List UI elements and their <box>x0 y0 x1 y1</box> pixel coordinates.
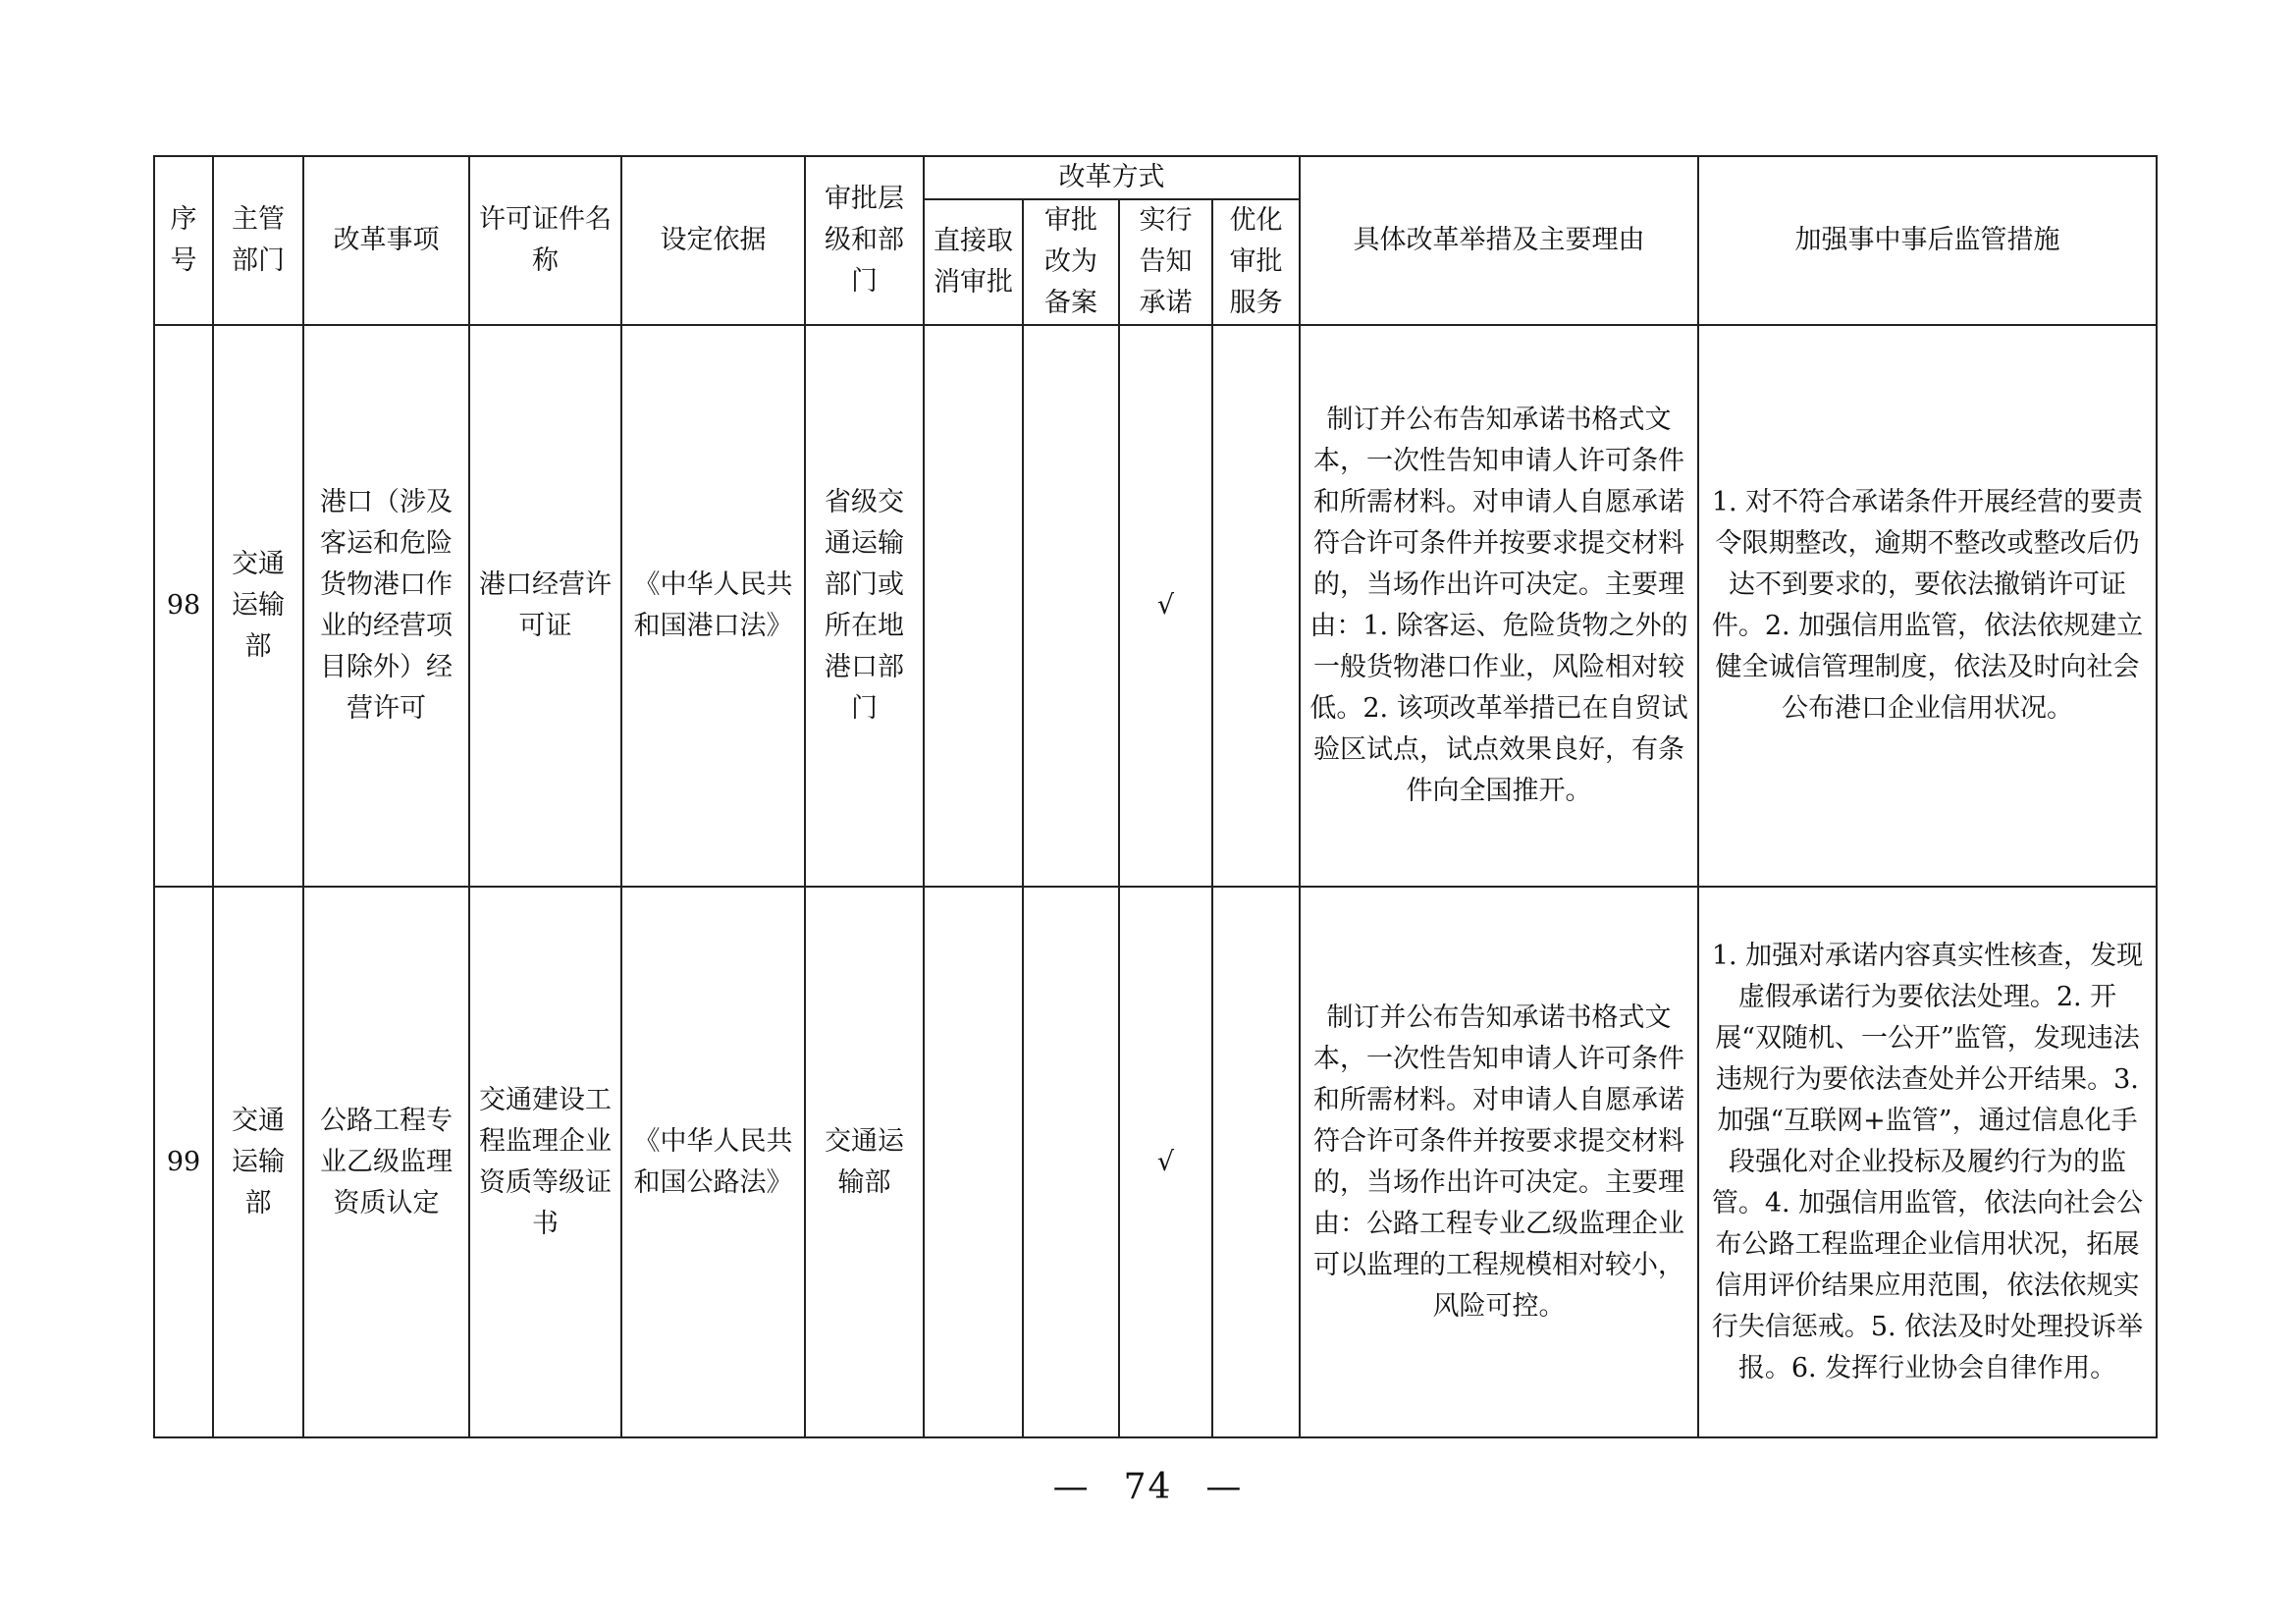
row-basis: 《中华人民共和国港口法》 <box>621 325 805 887</box>
footer-dash-left: — <box>1052 1467 1091 1507</box>
header-item: 改革事项 <box>303 156 469 325</box>
header-mode-promise: 实行告知承诺 <box>1119 199 1212 325</box>
row-seq: 99 <box>154 887 213 1437</box>
row-dept: 交通运输部 <box>213 887 303 1437</box>
row-license: 港口经营许可证 <box>469 325 621 887</box>
header-level: 审批层级和部门 <box>805 156 924 325</box>
header-seq: 序号 <box>154 156 213 325</box>
row-mode-cancel <box>924 887 1023 1437</box>
row-mode-optimize <box>1212 887 1300 1437</box>
row-license: 交通建设工程监理企业资质等级证书 <box>469 887 621 1437</box>
row-measures: 制订并公布告知承诺书格式文本，一次性告知申请人许可条件和所需材料。对申请人自愿承诺符合许可条件并按要求提交材料的，当场作出许可决定。主要理由：1. 除客运、危险货物之外的一般货物港口作业，风险相对较低。2. 该项改革举措已在自贸试验区试点，试点效果良好，有条件向全国推开。 <box>1300 325 1698 887</box>
row-measures: 制订并公布告知承诺书格式文本，一次性告知申请人许可条件和所需材料。对申请人自愿承诺符合许可条件并按要求提交材料的，当场作出许可决定。主要理由：公路工程专业乙级监理企业可以监理的工程规模相对较小，风险可控。 <box>1300 887 1698 1437</box>
row-supervision: 1. 对不符合承诺条件开展经营的要责令限期整改，逾期不整改或整改后仍达不到要求的，要依法撤销许可证件。2. 加强信用监管，依法依规建立健全诚信管理制度，依法及时向社会公布港口企业信用状况。 <box>1698 325 2157 887</box>
header-supervision: 加强事中事后监管措施 <box>1698 156 2157 325</box>
header-mode-record: 审批改为备案 <box>1023 199 1119 325</box>
row-mode-optimize <box>1212 325 1300 887</box>
row-mode-promise: √ <box>1119 325 1212 887</box>
page-footer <box>0 1467 2296 1507</box>
table-row <box>154 325 2157 887</box>
footer-dash-right: — <box>1205 1467 1244 1507</box>
row-mode-record <box>1023 887 1119 1437</box>
row-item: 港口（涉及客运和危险货物港口作业的经营项目除外）经营许可 <box>303 325 469 887</box>
row-item: 公路工程专业乙级监理资质认定 <box>303 887 469 1437</box>
row-mode-promise: √ <box>1119 887 1212 1437</box>
row-level: 交通运输部 <box>805 887 924 1437</box>
table-row <box>154 887 2157 1437</box>
header-reform-mode: 改革方式 <box>924 156 1300 199</box>
header-mode-cancel: 直接取消审批 <box>924 199 1023 325</box>
page-number: 74 <box>1123 1467 1173 1507</box>
row-supervision: 1. 加强对承诺内容真实性核查，发现虚假承诺行为要依法处理。2. 开展“双随机、一公开”监管，发现违法违规行为要依法查处并公开结果。3. 加强“互联网+监管”，通过信息化手段强化对企业投标及履约行为的监管。4. 加强信用监管，依法向社会公布公路工程监理企业信用状况，拓展信用评价结果应用范围，依法依规实行失信惩戒。5. 依法及时处理投诉举报。6. 发挥行业协会自律作用。 <box>1698 887 2157 1437</box>
row-dept: 交通运输部 <box>213 325 303 887</box>
reform-table <box>153 155 2158 1438</box>
row-mode-record <box>1023 325 1119 887</box>
row-level: 省级交通运输部门或所在地港口部门 <box>805 325 924 887</box>
row-basis: 《中华人民共和国公路法》 <box>621 887 805 1437</box>
header-license: 许可证件名称 <box>469 156 621 325</box>
header-basis: 设定依据 <box>621 156 805 325</box>
header-mode-optimize: 优化审批服务 <box>1212 199 1300 325</box>
header-dept: 主管部门 <box>213 156 303 325</box>
header-measures: 具体改革举措及主要理由 <box>1300 156 1698 325</box>
row-seq: 98 <box>154 325 213 887</box>
row-mode-cancel <box>924 325 1023 887</box>
